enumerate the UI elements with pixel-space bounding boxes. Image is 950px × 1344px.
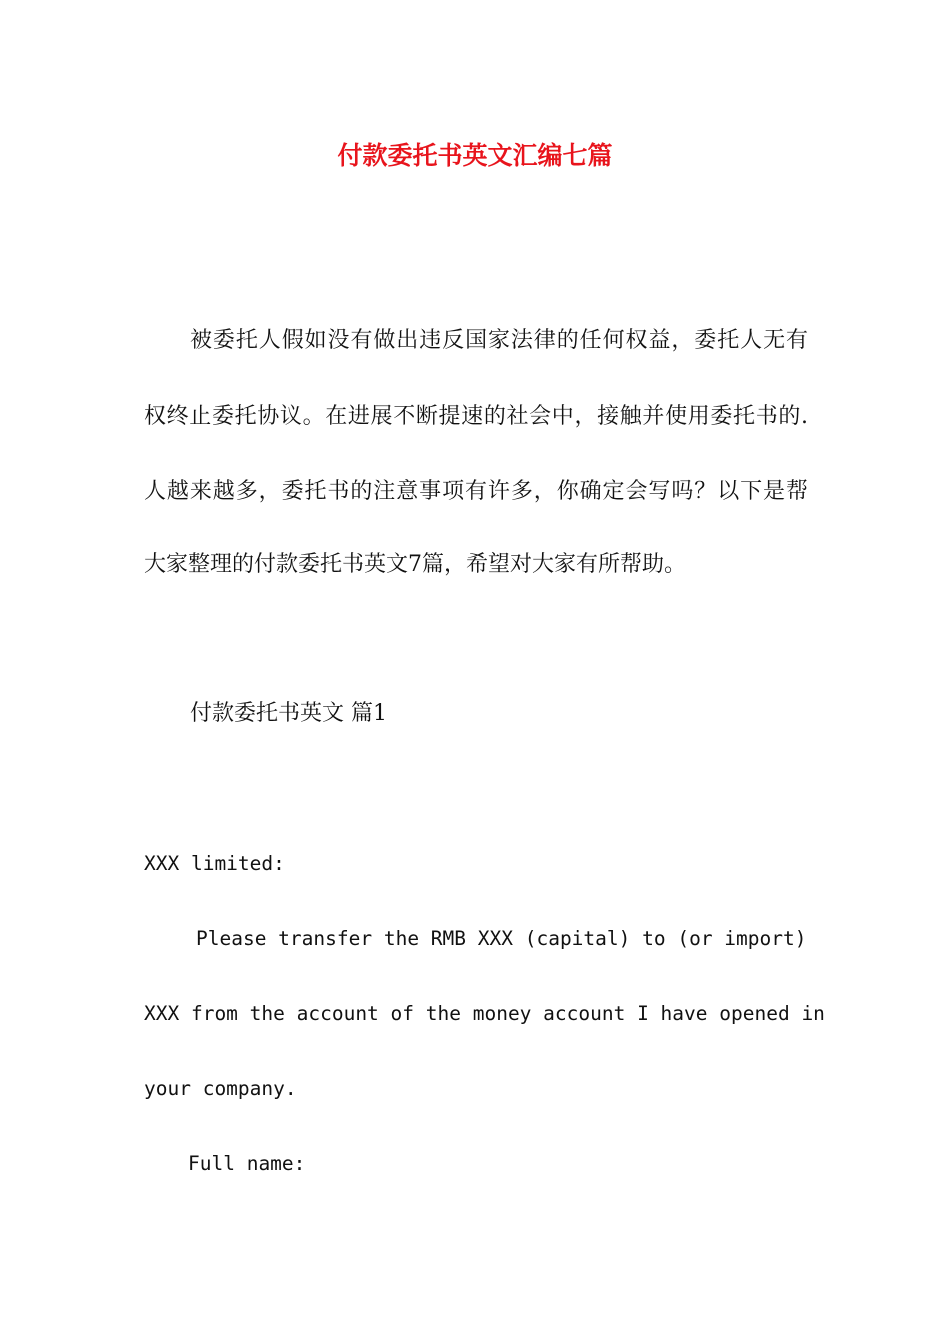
letter-addressee: XXX limited: [144, 852, 285, 875]
document-title: 付款委托书英文汇编七篇 [337, 141, 613, 170]
letter-body-line: Please transfer the RMB XXX (capital) to (or import) [196, 927, 807, 950]
letter-body-line: your company. [144, 1077, 297, 1100]
intro-line: 被委托人假如没有做出违反国家法律的任何权益，委托人无有 [190, 328, 808, 353]
letter-body-line: XXX from the account of the money account I have opened in [144, 1002, 825, 1025]
section-heading: 付款委托书英文 篇1 [190, 701, 387, 726]
full-name-label: Full name: [188, 1152, 306, 1175]
intro-line: 人越来越多，委托书的注意事项有许多，你确定会写吗？以下是帮 [144, 479, 808, 504]
intro-line: 大家整理的付款委托书英文7篇，希望对大家有所帮助。 [144, 552, 686, 577]
intro-line: 权终止委托协议。在进展不断提速的社会中，接触并使用委托书的. [144, 404, 808, 429]
